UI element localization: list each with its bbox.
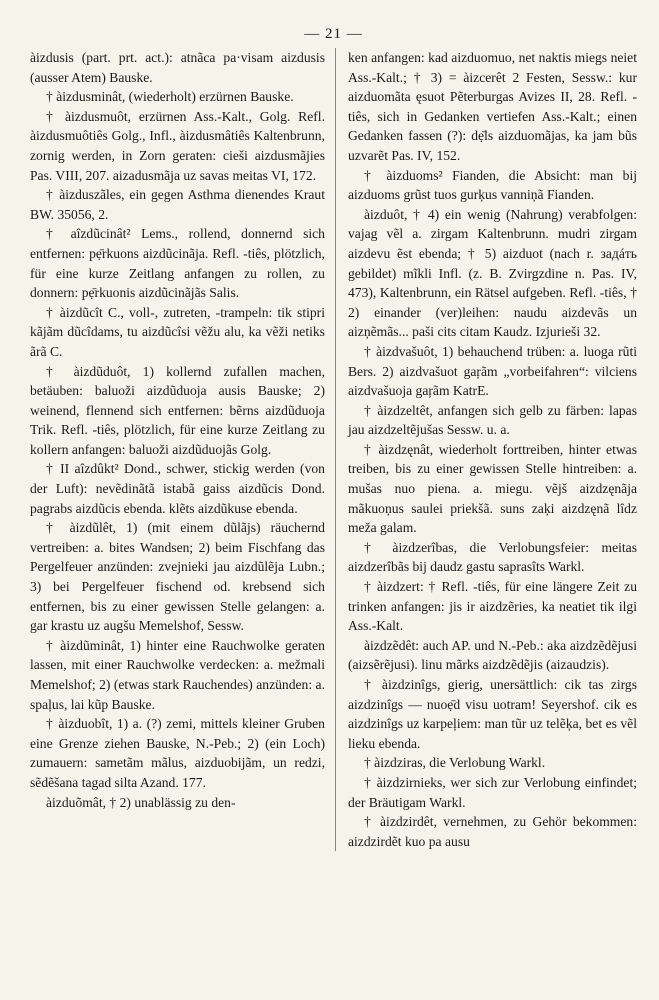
entry: † àizdusmuôt, erzürnen Ass.-Kalt., Golg. Refl. àizdusmuôtiês Golg., Infl., àizdusmâtiês Kaltenbrunn, zornig werden, in Zorn geraten: cieši aizdusmãjies Pas. VIII, 207. aizadusmãja uz savas meitas VI, 172.	[30, 108, 325, 183]
page-number: — 21 —	[304, 26, 363, 42]
columns	[30, 48, 637, 851]
entry: † àizdusminât, (wiederholt) erzürnen Bauske.	[46, 89, 294, 105]
entry: † àizdũcît C., voll-, zutreten, -trampeln: tik stipri kãjãm dũcîdams, tu aizdũcîsi vẽžu alu, ka vẽži netiks ãrã C.	[30, 304, 325, 359]
entry: † àizduoms² Fianden, die Absicht: man bij aizduoms grũst tuos gurķus vanniņã Fianden.	[347, 167, 637, 203]
entry: † àizdũlêt, 1) (mit einem dũlãjs) räuchernd vertreiben: a. bites Wandsen; 2) beim Fischfang das Pergelfeuer anzünden: zvejnieki jau aizdũlẽja Lubn.; 3) bei Pergelfeuer fischend od. krebsend sich entfernen, bis zu einer gewissen Stelle gelangen: a. gar krastu uz augšu Memelshof, Sessw.	[30, 520, 325, 634]
left-column	[30, 48, 336, 851]
entry: † àizdzerîbas, die Verlobungsfeier: meitas aizdzerîbãs bij daudz gastu saprasîts Warkl.	[347, 539, 637, 575]
entry: † àizdziras, die Verlobung Warkl.	[363, 755, 546, 771]
entry: † àizdzert: † Refl. -tiês, für eine längere Zeit zu trinken anfangen: jis ir aizdzẽries, ka neatiet tik ilgi Ass.-Kalt.	[347, 579, 637, 634]
entry: † àizdzeltêt, anfangen sich gelb zu färben: lapas jau aizdzeltẽjušas Sessw. u. a.	[347, 402, 637, 438]
entry: àizdusis (part. prt. act.): atnãca pa·visam aizdusis (ausser Atem) Bauske.	[30, 50, 325, 85]
entry: † àizduszãles, ein gegen Asthma dienendes Kraut BW. 35056, 2.	[30, 187, 325, 222]
entry: àizduôt, † 4) ein wenig (Nahrung) verabfolgen: vajag vẽl a. zirgam Kaltenbrunn. mudri zirgam aizdevu ẽst ebenda; † 5) aizduot (nach r. задáть gebildet) mĩkli Infl. (z. B. Zvirgzdine n. Pas. IV, 473), Kaltenbrunn, ein Rätsel aufgeben. Refl. -tiês, † 2) einander (ver)leihen: naudu aizdevãs un aizņẽmãs... paši cits citam Kaudz. Izjurieši 32.	[347, 206, 637, 340]
right-column	[336, 48, 637, 851]
entry: àizdzẽdêt: auch AP. und N.-Peb.: aka aizdzẽdẽjusi (aizsẽrẽjusi). linu mãrks aizdzẽdẽjis (aizaudzis).	[347, 637, 637, 673]
entry: † àizdzinîgs, gierig, unersättlich: cik tas zirgs aizdzinîgs — nuoẹ̄d visu uotram! Seyershof. cik es aizdzinîgs uz karpeļiem: man tũr uz telẽķa, bet es vẽl lieku ebenda.	[347, 677, 637, 751]
entry: ken anfangen: kad aizduomuo, net naktis miegs neiet Ass.-Kalt.; † 3) = àizcerêt 2 Festen, Sessw.: kur aizduomãta ęsuot Pẽterburgas Avizes II, 28. Refl. -tiês, sich in Gedanken vertiefen Ass.-Kalt.; einen Gedanken fassen (?): dẹ̄ls aizduomãjas, ka jam bũs uzvarẽt Pas. IV, 152.	[347, 50, 637, 163]
entry: † àizdzirdêt, vernehmen, zu Gehör bekommen: aizdzirdẽt kuo pa ausu	[347, 814, 637, 849]
entry: † II aîzdûkt² Dond., schwer, stickig werden (von der Luft): nevẽdinãtã istabã gaiss aizdũcis Dond. pagrabs aizdũcis ebenda. klẽts aizdũkuse ebenda.	[30, 461, 325, 516]
entry: † àizdũminât, 1) hinter eine Rauchwolke geraten lassen, mit einer Rauchwolke verdecken: a. mežmali Memelshof; 2) (etwas stark Rauchendes) anzünden: a. spaļus, lai kũp Bauske.	[30, 637, 325, 712]
entry: àizduõmât, † 2) unablässig zu den-	[46, 794, 236, 810]
entry: † àizdzęnât, wiederholt forttreiben, hinter etwas treiben, bis zu einer gewissen Stelle hintreiben: a. mušas nuo piena. a. miegu. vẽjš aizdzęnãja mãkuoņus saulei priekšã. suns zaķi aizdzęnã lîdz meža galam.	[347, 441, 637, 536]
entry: † aîzdũcinât² Lems., rollend, donnernd sich entfernen: pẹ̄rkuons aizdũcinãja. Refl. -tiês, plötzlich, für eine kurze Zeitlang anfangen zu rollen, zu donnern: pẹ̄rkuonis aizdũcinãjãs Salis.	[30, 226, 325, 301]
entry: † àizdvašuôt, 1) behauchend trüben: a. luoga rũti Bers. 2) aizdvašuot gaŗãm „vorbeifahren“: vilciens aizdvašuoja gaŗãm KatrE.	[347, 343, 637, 399]
entry: † àizduobît, 1) a. (?) zemi, mittels kleiner Gruben eine Grenze ziehen Bauske, N.-Peb.; 2) (ein Loch) zumauern: sametãm mãlus, aizduobijãm, un redzi, sẽdẽšana tagad silta Azand. 177.	[30, 716, 325, 790]
entry: † àizdzirnieks, wer sich zur Verlobung einfindet; der Bräutigam Warkl.	[347, 774, 637, 810]
entry: † àizdũduôt, 1) kollernd zufallen machen, betäuben: baluoži aizdũduoja ausis Bauske; 2) weinend, flennend sich entfernen: bẽrns aizdũduoja Trik. Refl. -tiês, plötzlich, für eine kurze Zeitlang zu kollern anfangen: baluoži aizdũduojãs Golg.	[30, 363, 325, 457]
